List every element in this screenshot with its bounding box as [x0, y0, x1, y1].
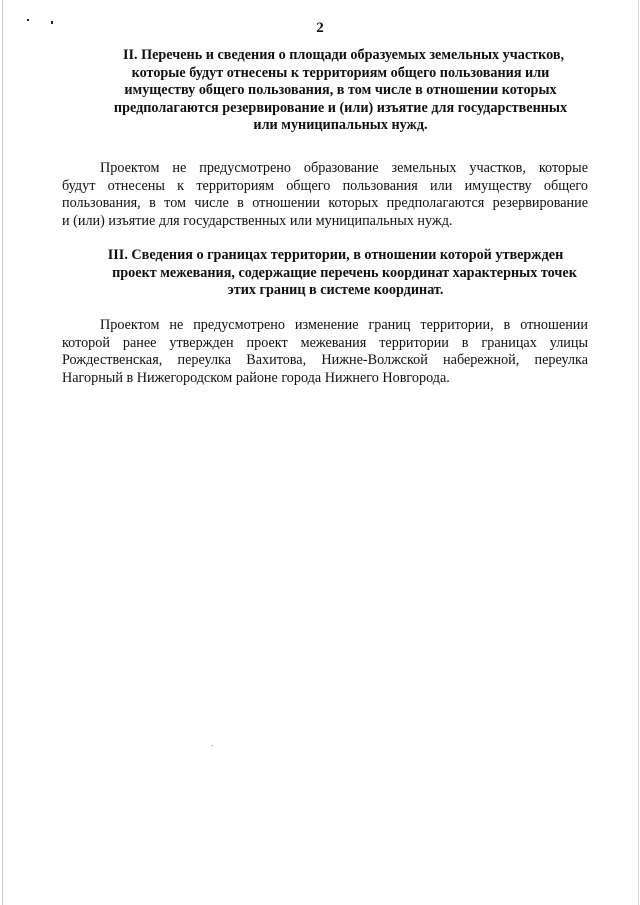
- page-right-edge: [638, 0, 639, 905]
- page-number: 2: [316, 20, 324, 36]
- section-3-paragraph: [62, 317, 588, 387]
- paragraph-line: будут отнесены к территориям общего пользования или имуществу общего: [62, 177, 588, 194]
- section-2-paragraph: [62, 160, 588, 230]
- section-3-heading: [78, 247, 593, 300]
- scan-speck: [212, 745, 213, 746]
- paragraph-line: которой ранее утвержден проект межевания территории в границах улицы: [62, 334, 588, 351]
- page-left-edge: [2, 0, 3, 905]
- paragraph-line: Проектом не предусмотрено изменение границ территории, в отношении: [100, 317, 588, 333]
- heading-line: или муниципальных нужд.: [253, 117, 428, 133]
- paragraph-line: Проектом не предусмотрено образование земельных участков, которые: [100, 160, 588, 176]
- heading-line: которые будут отнесены к территориям общего пользования или: [131, 64, 550, 81]
- heading-line: III. Сведения о границах территории, в отношении которой утвержден: [107, 247, 564, 263]
- heading-line: предполагаются резервирование и (или) изъятие для государственных: [113, 99, 568, 116]
- heading-line: имуществу общего пользования, в том числе в отношении которых: [124, 82, 557, 98]
- paragraph-line: пользования, в том числе в отношении которых предполагаются резервирование: [62, 195, 588, 212]
- heading-line: II. Перечень и сведения о площади образуемых земельных участков,: [122, 47, 565, 63]
- paragraph-line: Рождественская, переулка Вахитова, Нижне-Волжской набережной, переулка: [62, 352, 588, 369]
- section-2-heading: [88, 47, 593, 135]
- heading-line: этих границ в системе координат.: [227, 282, 444, 298]
- paragraph-line: Нагорный в Нижегородском районе города Нижнего Новгорода.: [62, 369, 450, 386]
- paragraph-line: и (или) изъятие для государственных или муниципальных нужд.: [62, 212, 453, 229]
- heading-line: проект межевания, содержащие перечень координат характерных точек: [112, 264, 577, 281]
